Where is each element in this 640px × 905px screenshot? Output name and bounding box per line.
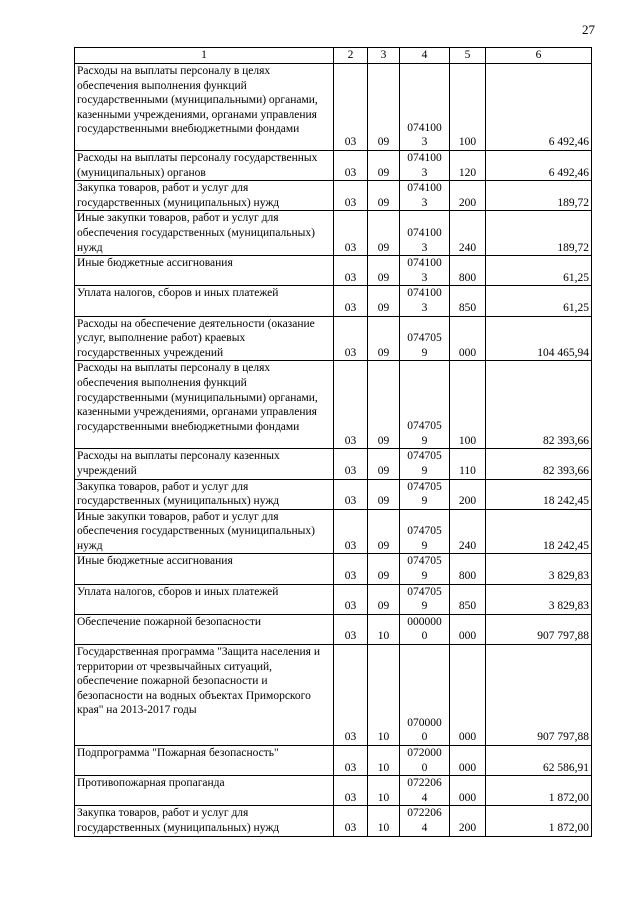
table-row xyxy=(75,316,592,361)
target-code-cell: 074705 9 xyxy=(400,509,450,554)
table-row xyxy=(75,151,592,181)
target-code-cell: 074100 3 xyxy=(400,256,450,286)
section-cell: 03 xyxy=(334,286,368,316)
target-code-cell: 074100 3 xyxy=(400,211,450,256)
amount-cell: 6 492,46 xyxy=(486,64,592,151)
subsection-cell: 09 xyxy=(368,211,400,256)
header-cell-name: 1 xyxy=(75,48,334,64)
amount-cell: 3 829,83 xyxy=(486,584,592,614)
section-cell: 03 xyxy=(334,746,368,776)
name-cell: Закупка товаров, работ и услуг для государственных (муниципальных) нужд xyxy=(75,806,334,836)
section-cell: 03 xyxy=(334,645,368,746)
subsection-cell: 10 xyxy=(368,806,400,836)
target-code-cell: 074100 3 xyxy=(400,64,450,151)
name-cell: Уплата налогов, сборов и иных платежей xyxy=(75,584,334,614)
expense-type-cell: 000 xyxy=(450,316,486,361)
expense-type-cell: 850 xyxy=(450,286,486,316)
target-code-cell: 000000 0 xyxy=(400,614,450,644)
name-cell: Закупка товаров, работ и услуг для государственных (муниципальных) нужд xyxy=(75,181,334,211)
subsection-cell: 09 xyxy=(368,584,400,614)
amount-cell: 82 393,66 xyxy=(486,449,592,479)
amount-cell: 907 797,88 xyxy=(486,645,592,746)
target-code-cell: 074705 9 xyxy=(400,584,450,614)
table-row xyxy=(75,181,592,211)
expense-type-cell: 000 xyxy=(450,746,486,776)
expense-type-cell: 110 xyxy=(450,449,486,479)
table-row xyxy=(75,361,592,449)
amount-cell: 1 872,00 xyxy=(486,806,592,836)
name-cell: Расходы на выплаты персоналу в целях обеспечения выполнения функций государственными (муниципальными) органами, казенными учреждениями, органами управления государственными внебюджетными фондами xyxy=(75,361,334,449)
page-number: 27 xyxy=(582,22,595,37)
section-cell: 03 xyxy=(334,776,368,806)
amount-cell: 18 242,45 xyxy=(486,479,592,509)
subsection-cell: 09 xyxy=(368,64,400,151)
amount-cell: 18 242,45 xyxy=(486,509,592,554)
table-row xyxy=(75,584,592,614)
target-code-cell: 072000 0 xyxy=(400,746,450,776)
name-cell: Иные бюджетные ассигнования xyxy=(75,256,334,286)
subsection-cell: 09 xyxy=(368,509,400,554)
name-cell: Расходы на обеспечение деятельности (оказание услуг, выполнение работ) краевых государственных учреждений xyxy=(75,316,334,361)
expense-type-cell: 120 xyxy=(450,151,486,181)
expense-type-cell: 000 xyxy=(450,645,486,746)
section-cell: 03 xyxy=(334,256,368,286)
target-code-cell: 074705 9 xyxy=(400,554,450,584)
header-cell-amount: 6 xyxy=(486,48,592,64)
table-row xyxy=(75,64,592,151)
target-code-cell: 074100 3 xyxy=(400,286,450,316)
expense-type-cell: 200 xyxy=(450,181,486,211)
target-code-cell: 072206 4 xyxy=(400,806,450,836)
table-row xyxy=(75,449,592,479)
expense-type-cell: 100 xyxy=(450,64,486,151)
name-cell: Противопожарная пропаганда xyxy=(75,776,334,806)
section-cell: 03 xyxy=(334,584,368,614)
header-cell-subsection: 3 xyxy=(368,48,400,64)
amount-cell: 62 586,91 xyxy=(486,746,592,776)
target-code-cell: 074100 3 xyxy=(400,181,450,211)
amount-cell: 189,72 xyxy=(486,211,592,256)
amount-cell: 104 465,94 xyxy=(486,316,592,361)
section-cell: 03 xyxy=(334,361,368,449)
amount-cell: 3 829,83 xyxy=(486,554,592,584)
expense-type-cell: 850 xyxy=(450,584,486,614)
budget-table xyxy=(74,47,592,837)
target-code-cell: 074100 3 xyxy=(400,151,450,181)
expense-type-cell: 000 xyxy=(450,614,486,644)
subsection-cell: 09 xyxy=(368,449,400,479)
name-cell: Иные бюджетные ассигнования xyxy=(75,554,334,584)
section-cell: 03 xyxy=(334,614,368,644)
name-cell: Расходы на выплаты персоналу в целях обеспечения выполнения функций государственными (муниципальными) органами, казенными учреждениями, органами управления государственными внебюджетными фондами xyxy=(75,64,334,151)
amount-cell: 907 797,88 xyxy=(486,614,592,644)
table-row xyxy=(75,509,592,554)
target-code-cell: 074705 9 xyxy=(400,361,450,449)
table-row xyxy=(75,479,592,509)
amount-cell: 189,72 xyxy=(486,181,592,211)
table-row xyxy=(75,806,592,836)
table-row xyxy=(75,554,592,584)
name-cell: Государственная программа "Защита населения и территории от чрезвычайных ситуаций, обеспечение пожарной безопасности и безопасности на водных объектах Приморского края" на 2013-2017 годы xyxy=(75,645,334,746)
section-cell: 03 xyxy=(334,64,368,151)
section-cell: 03 xyxy=(334,479,368,509)
target-code-cell: 074705 9 xyxy=(400,479,450,509)
header-cell-expense-type: 5 xyxy=(450,48,486,64)
expense-type-cell: 240 xyxy=(450,211,486,256)
subsection-cell: 09 xyxy=(368,151,400,181)
target-code-cell: 070000 0 xyxy=(400,645,450,746)
name-cell: Уплата налогов, сборов и иных платежей xyxy=(75,286,334,316)
name-cell: Расходы на выплаты персоналу казенных учреждений xyxy=(75,449,334,479)
header-cell-target-code: 4 xyxy=(400,48,450,64)
expense-type-cell: 200 xyxy=(450,806,486,836)
section-cell: 03 xyxy=(334,554,368,584)
subsection-cell: 09 xyxy=(368,316,400,361)
amount-cell: 61,25 xyxy=(486,256,592,286)
expense-type-cell: 800 xyxy=(450,256,486,286)
target-code-cell: 074705 9 xyxy=(400,449,450,479)
subsection-cell: 10 xyxy=(368,614,400,644)
name-cell: Иные закупки товаров, работ и услуг для обеспечения государственных (муниципальных) нужд xyxy=(75,211,334,256)
target-code-cell: 074705 9 xyxy=(400,316,450,361)
name-cell: Закупка товаров, работ и услуг для государственных (муниципальных) нужд xyxy=(75,479,334,509)
section-cell: 03 xyxy=(334,211,368,256)
subsection-cell: 09 xyxy=(368,286,400,316)
expense-type-cell: 240 xyxy=(450,509,486,554)
amount-cell: 6 492,46 xyxy=(486,151,592,181)
table-row xyxy=(75,211,592,256)
subsection-cell: 10 xyxy=(368,746,400,776)
section-cell: 03 xyxy=(334,151,368,181)
table-row xyxy=(75,256,592,286)
expense-type-cell: 000 xyxy=(450,776,486,806)
target-code-cell: 072206 4 xyxy=(400,776,450,806)
amount-cell: 82 393,66 xyxy=(486,361,592,449)
subsection-cell: 09 xyxy=(368,554,400,584)
expense-type-cell: 800 xyxy=(450,554,486,584)
section-cell: 03 xyxy=(334,181,368,211)
section-cell: 03 xyxy=(334,806,368,836)
table-row xyxy=(75,614,592,644)
subsection-cell: 10 xyxy=(368,776,400,806)
expense-type-cell: 100 xyxy=(450,361,486,449)
header-row xyxy=(75,48,592,64)
section-cell: 03 xyxy=(334,449,368,479)
section-cell: 03 xyxy=(334,316,368,361)
subsection-cell: 09 xyxy=(368,256,400,286)
table-row xyxy=(75,776,592,806)
table-row xyxy=(75,286,592,316)
amount-cell: 1 872,00 xyxy=(486,776,592,806)
section-cell: 03 xyxy=(334,509,368,554)
name-cell: Обеспечение пожарной безопасности xyxy=(75,614,334,644)
table-row xyxy=(75,645,592,746)
subsection-cell: 09 xyxy=(368,361,400,449)
header-cell-section: 2 xyxy=(334,48,368,64)
amount-cell: 61,25 xyxy=(486,286,592,316)
subsection-cell: 09 xyxy=(368,479,400,509)
expense-type-cell: 200 xyxy=(450,479,486,509)
subsection-cell: 10 xyxy=(368,645,400,746)
name-cell: Иные закупки товаров, работ и услуг для обеспечения государственных (муниципальных) нужд xyxy=(75,509,334,554)
name-cell: Расходы на выплаты персоналу государственных (муниципальных) органов xyxy=(75,151,334,181)
name-cell: Подпрограмма "Пожарная безопасность" xyxy=(75,746,334,776)
subsection-cell: 09 xyxy=(368,181,400,211)
table-row xyxy=(75,746,592,776)
